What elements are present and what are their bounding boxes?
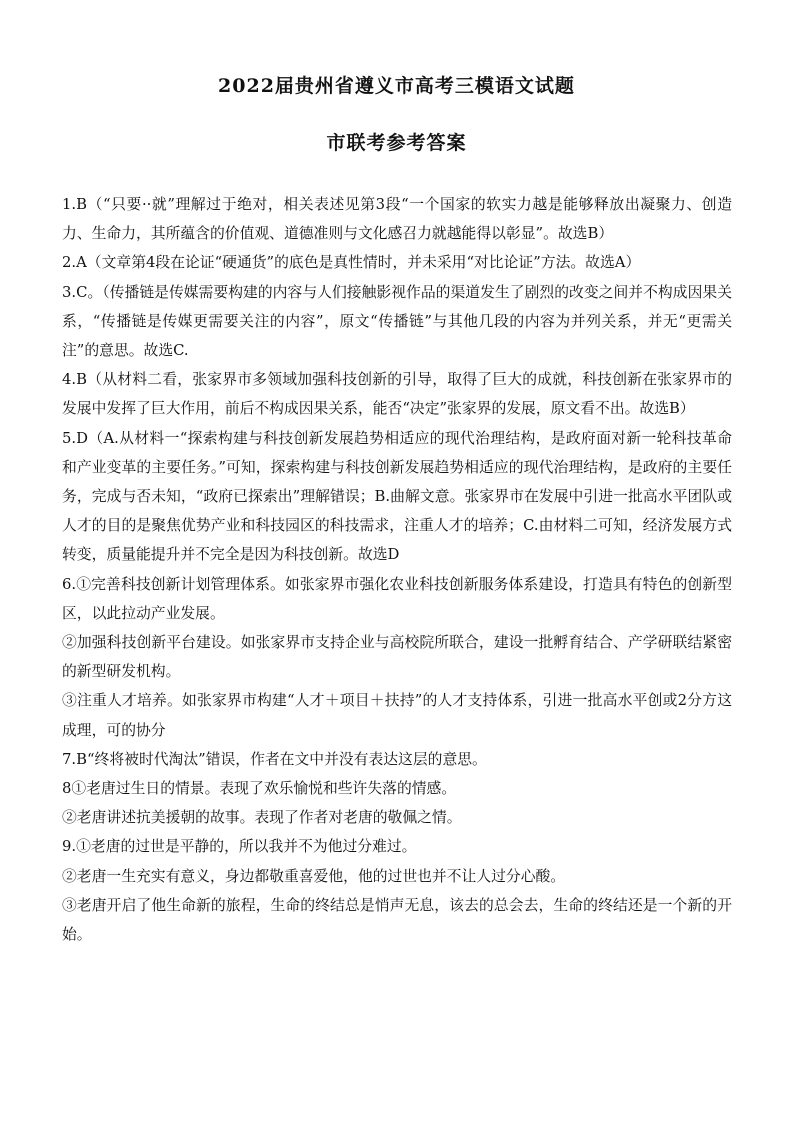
answer-paragraph-4: 4.B（从材料二看，张家界市多领域加强科技创新的引导，取得了巨大的成就，科技创新在张家界市的发展中发挥了巨大作用，前后不构成因果关系，能否“决定”张家界的发展，原文看不出。故选B） <box>62 371 732 418</box>
answer-paragraph-6-3: ③注重人才培养。如张家界市构建“人才＋项目＋扶持”的人才支持体系，引进一批高水平创或2分方这成理，可的协分 <box>62 692 732 739</box>
document-subtitle: 市联考参考答案 <box>326 132 467 154</box>
answer-paragraph-9-2: ②老唐一生充实有意义，身边都敬重喜爱他，他的过世也并不让人过分心酸。 <box>62 867 566 885</box>
answer-paragraph-5: 5.D（A.从材料一“探索构建与科技创新发展趋势相适应的现代治理结构，是政府面对新一轮科技革命和产业变革的主要任务。”可知，探索构建与科技创新发展趋势相适应的现代治理结构，是政府的主要任务，完成与否未知，“政府已探索出”理解错误；B.曲解文意。张家界市在发展中引进一批高水平团队或人才的目的是聚焦优势产业和科技园区的科技需求，注重人才的培养；C.由材料二可知，经济发展方式转变，质量能提升并不完全是因为科技创新。故选D <box>62 429 732 564</box>
answer-paragraph-8: 8①老唐过生日的情景。表现了欢乐愉悦和些许失落的情感。 <box>62 780 457 798</box>
answer-paragraph-9-3: ③老唐开启了他生命新的旅程，生命的终结总是悄声无息，该去的总会去，生命的终结还是一个新的开始。 <box>62 896 732 944</box>
answer-paragraph-6-2: ②加强科技创新平台建设。如张家界市支持企业与高校院所联合，建设一批孵育结合、产学研联结紧密的新型研发机构。 <box>62 634 732 681</box>
answer-paragraph-9: 9.①老唐的过世是平静的，所以我并不为他过分难过。 <box>62 838 417 856</box>
answer-paragraph-8-2: ②老唐讲述抗美援朝的故事。表现了作者对老唐的敬佩之情。 <box>62 809 462 827</box>
document-title: 2022届贵州省遵义市高考三模语文试题 <box>218 75 575 97</box>
answer-body <box>62 190 732 949</box>
answer-paragraph-1: 1.B（“只要··就”理解过于绝对，相关表述见第3段“一个国家的软实力越是能够释放出凝聚力、创造力、生命力，其所蕴含的价值观、道德准则与文化感召力就越能得以彰显”。故选B） <box>62 196 732 243</box>
answer-paragraph-2: 2.A（文章第4段在论证“硬通货”的底色是真性情时，并未采用“对比论证”方法。故选A） <box>62 254 641 272</box>
answer-paragraph-3: 3.C。（传播链是传媒需要构建的内容与人们接触影视作品的渠道发生了剧烈的改变之间并不构成因果关系，“传播链是传媒更需要关注的内容”，原文“传播链”与其他几段的内容为并列关系，并无“更需关注”的意思。故选C. <box>62 283 732 360</box>
answer-paragraph-7: 7.B“终将被时代淘汰”错误，作者在文中并没有表达这层的意思。 <box>62 750 487 768</box>
answer-paragraph-6: 6.①完善科技创新计划管理体系。如张家界市强化农业科技创新服务体系建设，打造具有特色的创新型区，以此拉动产业发展。 <box>62 575 732 622</box>
